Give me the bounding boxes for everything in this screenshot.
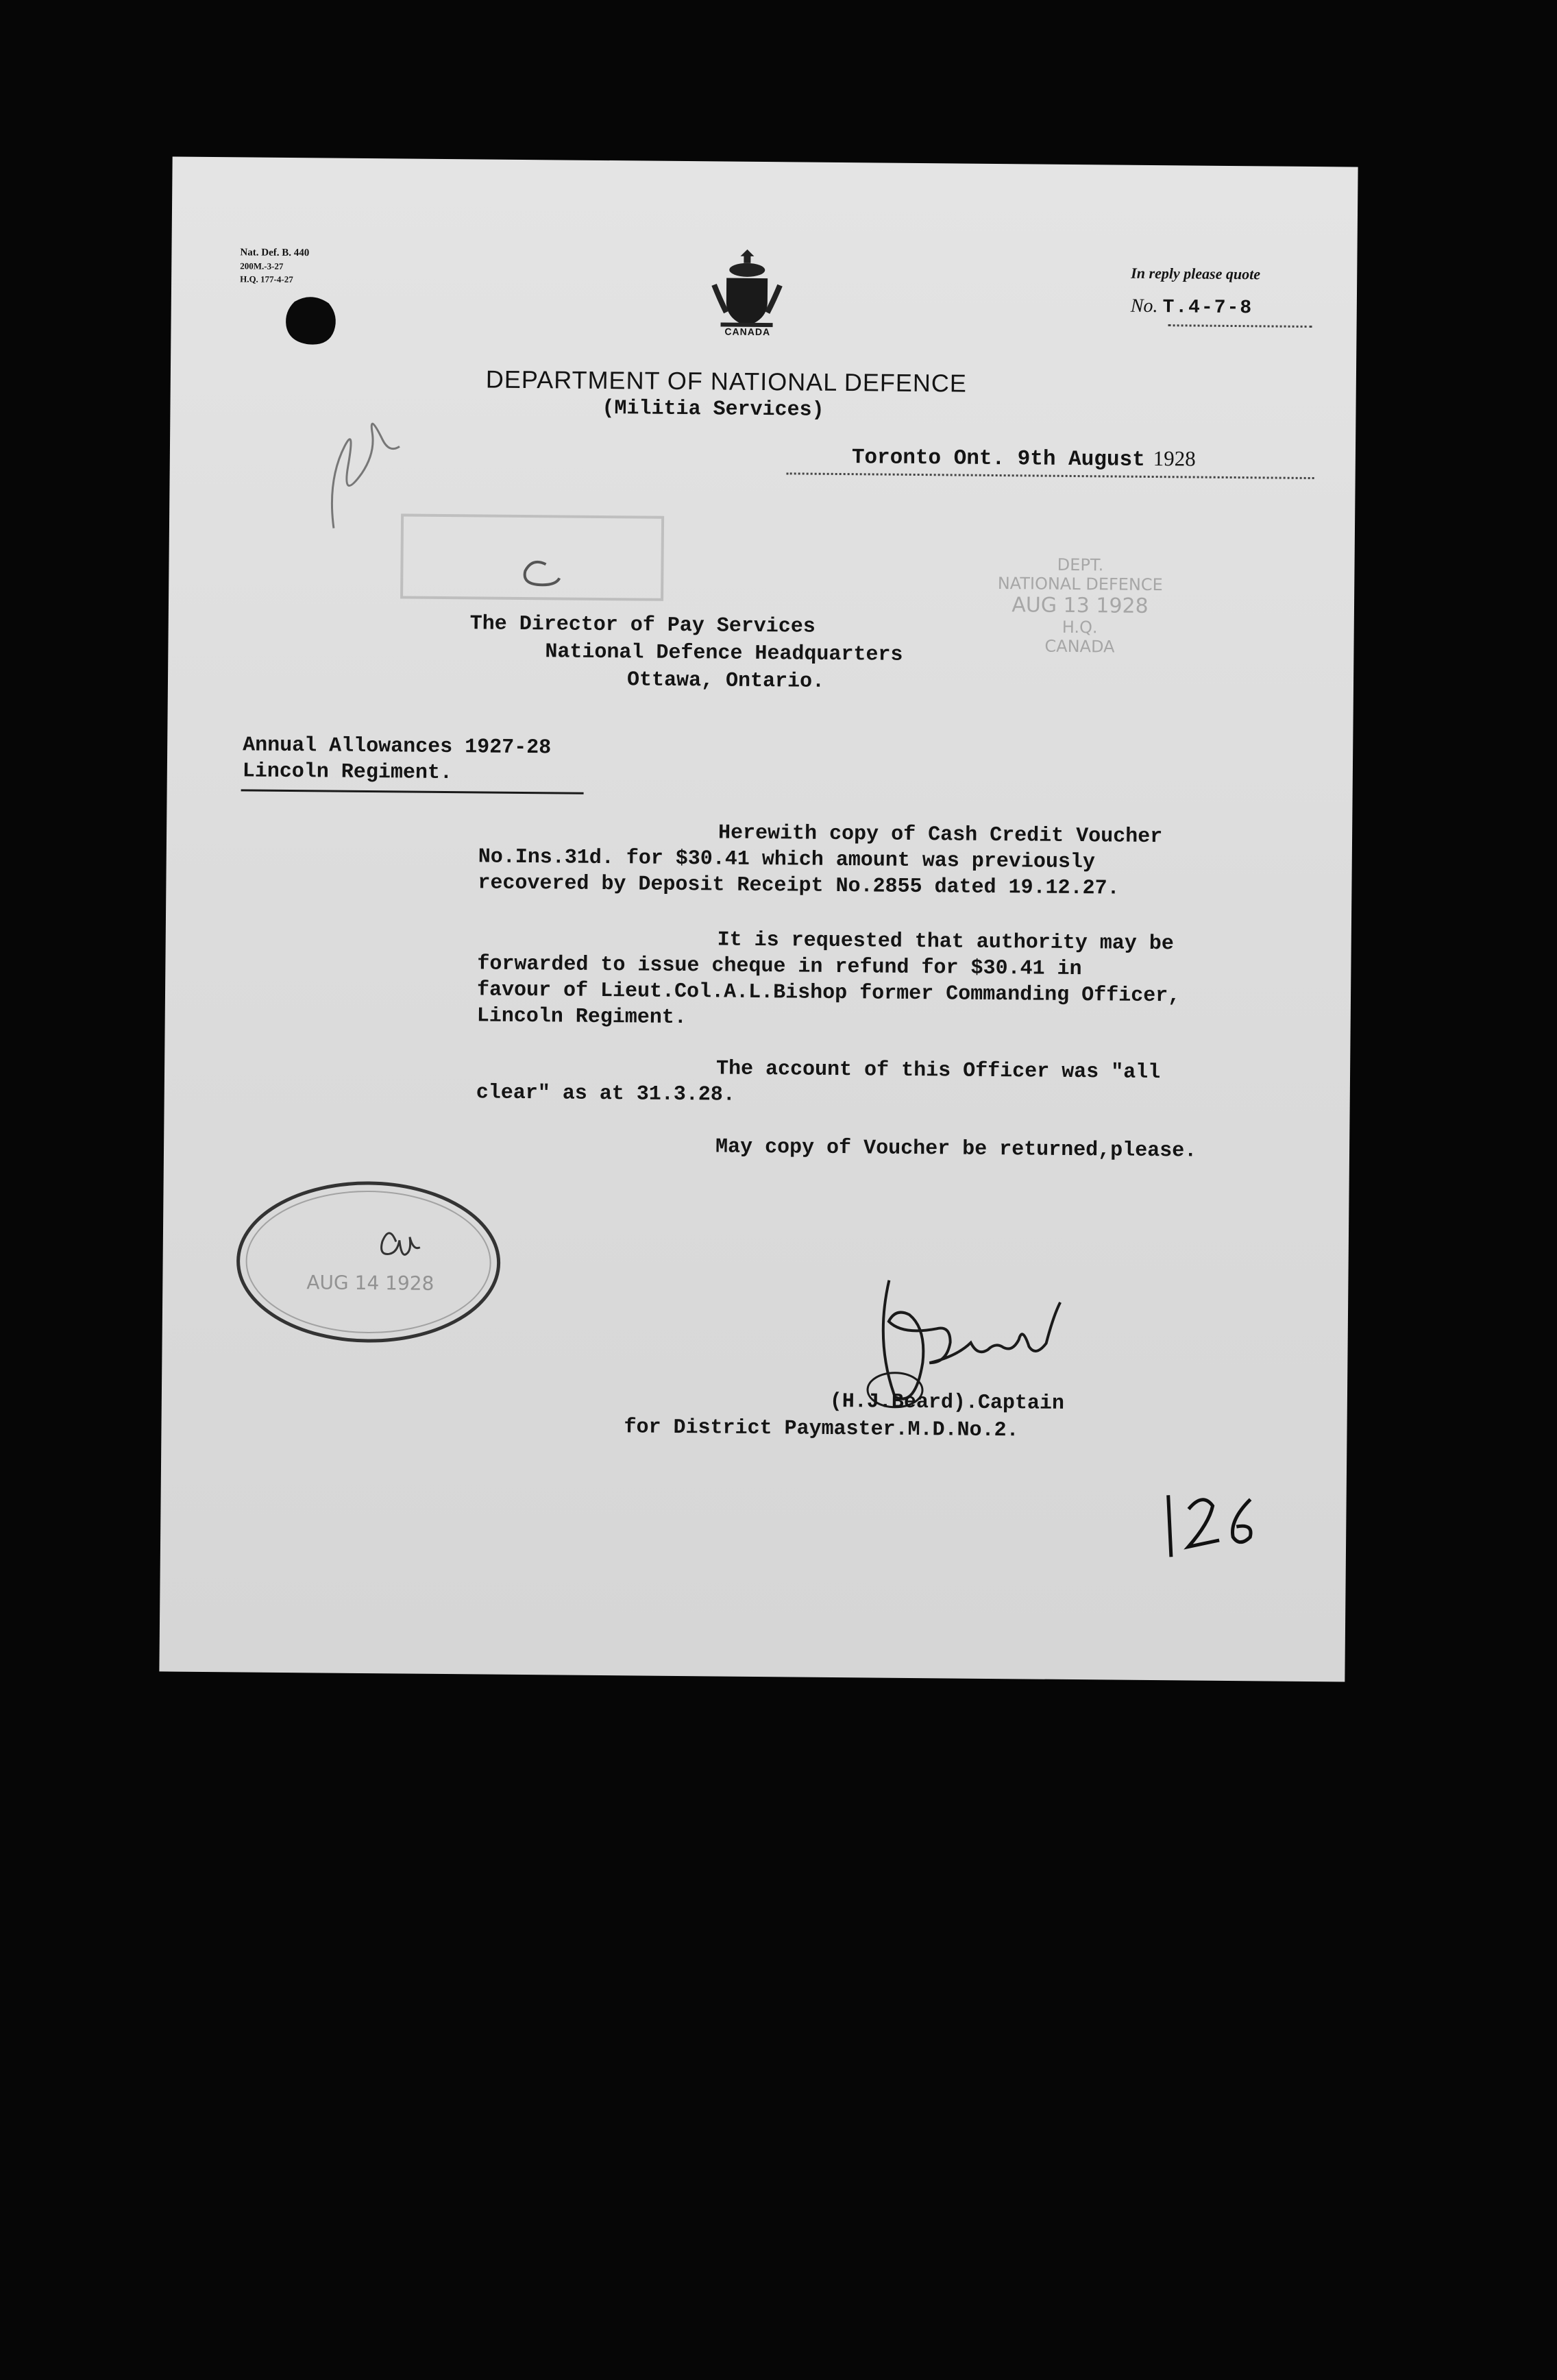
ink-blot [280, 288, 343, 350]
signatory-title: for District Paymaster.M.D.No.2. [624, 1416, 1019, 1443]
stamp-right-line-5: CANADA [1044, 636, 1115, 657]
para1-line-3: recovered by Deposit Receipt No.2855 dated 19.12.27. [478, 871, 1120, 901]
addressee-line-1: The Director of Pay Services [469, 612, 816, 639]
stamp-right-line-1: DEPT. [1057, 555, 1104, 575]
para1-line-2: No.Ins.31d. for $30.41 which amount was previously [478, 845, 1096, 875]
crest-label: CANADA [724, 326, 771, 338]
reply-number-dotted-line [1168, 324, 1312, 328]
place-date-year: 1928 [1153, 446, 1196, 471]
signatory-name: (H.J.Beard).Captain [829, 1389, 1065, 1416]
stamp-right-line-4: H.Q. [1062, 617, 1098, 638]
para3-line-2: clear" as at 31.3.28. [476, 1081, 735, 1107]
place-date [852, 444, 1196, 472]
para1-line-1: Herewith copy of Cash Credit Voucher [718, 821, 1163, 849]
stamp-left-date: AUG 14 1928 [306, 1271, 434, 1295]
reply-number-label: No. [1130, 295, 1158, 317]
para4-line-1: May copy of Voucher be returned,please. [715, 1135, 1197, 1163]
stamp-right-line-2: NATIONAL DEFENCE [997, 574, 1163, 595]
form-reference [240, 246, 309, 286]
department-title: DEPARTMENT OF NATIONAL DEFENCE [485, 365, 968, 398]
place-date-text: Toronto Ont. 9th August [851, 446, 1145, 472]
para2-line-4: Lincoln Regiment. [476, 1004, 687, 1030]
addressee-line-2: National Defence Headquarters [545, 640, 903, 667]
reply-number [1131, 295, 1253, 319]
addressee-line-3: Ottawa, Ontario. [626, 668, 825, 694]
form-ref-line-2: 200M.-3-27 [240, 260, 284, 271]
received-stamp-left [223, 1158, 513, 1366]
received-stamp-right [977, 555, 1184, 694]
handwritten-folio-number [1147, 1481, 1285, 1565]
reply-prompt: In reply please quote [1131, 264, 1261, 283]
para2-line-2: forwarded to issue cheque in refund for $30.41 in [477, 952, 1082, 982]
para2-line-3: favour of Lieut.Col.A.L.Bishop former Commanding Officer, [476, 978, 1181, 1008]
letter-page [159, 156, 1358, 1681]
form-ref-line-1: Nat. Def. B. 440 [240, 247, 310, 259]
para2-line-1: It is requested that authority may be [717, 928, 1174, 956]
form-ref-line-3: H.Q. 177-4-27 [240, 274, 293, 285]
sub-department: (Militia Services) [602, 396, 824, 422]
subject-underline [241, 789, 584, 794]
subject-line-1: Annual Allowances 1927-28 [243, 733, 552, 760]
faint-stamp [395, 508, 670, 613]
stamp-right-date: AUG 13 1928 [1012, 593, 1149, 618]
date-dotted-line [787, 472, 1314, 479]
reply-number-value: T.4-7-8 [1162, 297, 1253, 319]
para3-line-1: The account of this Officer was "all [715, 1057, 1161, 1085]
subject-line-2: Lincoln Regiment. [242, 760, 453, 786]
